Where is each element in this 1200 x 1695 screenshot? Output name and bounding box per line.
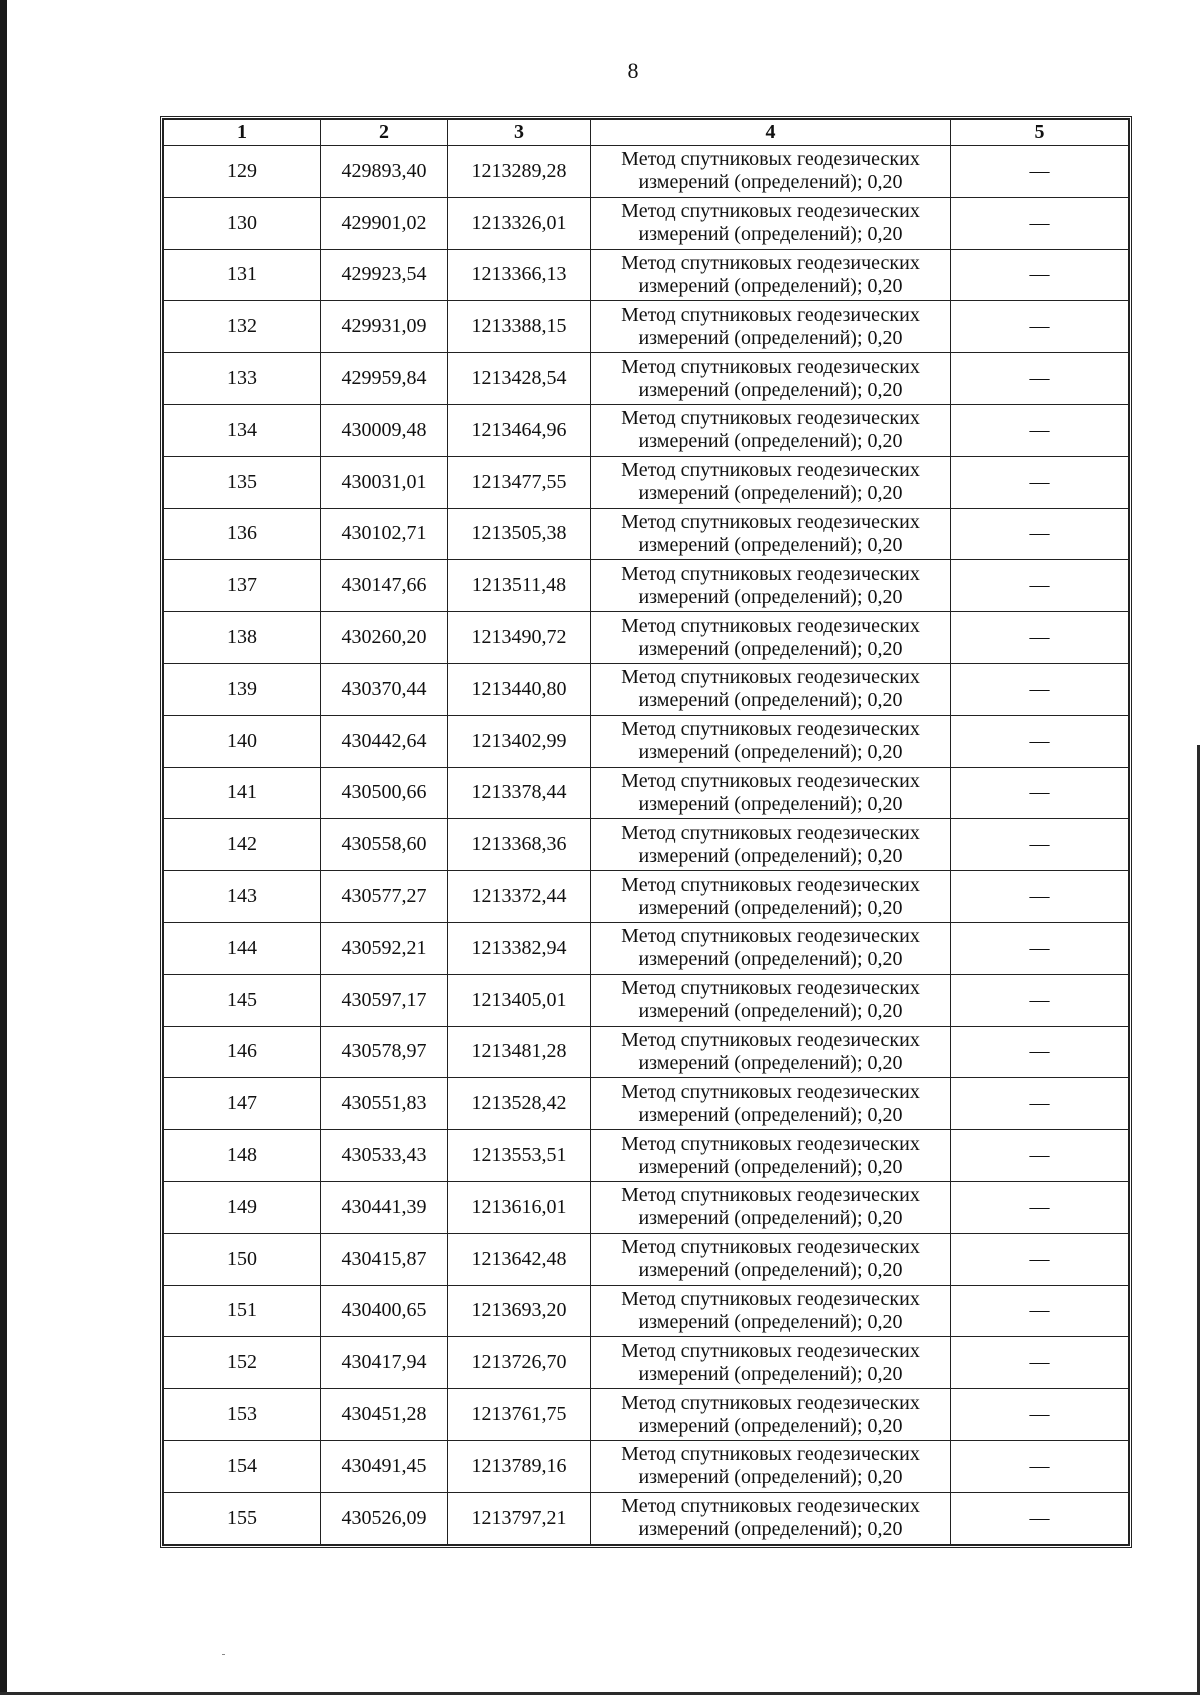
y-coordinate-cell: 1213477,55 — [448, 456, 591, 508]
method-text-line-2: измерений (определений); 0,20 — [638, 1362, 903, 1385]
point-number-cell: 149 — [164, 1181, 321, 1233]
method-text-line-1: Метод спутниковых геодезических — [621, 925, 920, 948]
column5-cell: — — [951, 197, 1129, 249]
method-text-line-1: Метод спутниковых геодезических — [621, 1391, 920, 1414]
column5-cell: — — [951, 922, 1129, 974]
method-text-line-2: измерений (определений); 0,20 — [638, 274, 903, 297]
table-row — [164, 1130, 1129, 1182]
column5-cell: — — [951, 508, 1129, 560]
x-coordinate-cell: 430526,09 — [321, 1492, 448, 1544]
x-coordinate-cell: 430370,44 — [321, 663, 448, 715]
method-cell — [591, 1233, 951, 1285]
header-col-5: 5 — [951, 120, 1129, 146]
method-text-line-2: измерений (определений); 0,20 — [638, 1518, 903, 1541]
point-number-cell: 152 — [164, 1337, 321, 1389]
x-coordinate-cell: 430500,66 — [321, 767, 448, 819]
method-cell — [591, 1285, 951, 1337]
method-text-line-1: Метод спутниковых геодезических — [621, 769, 920, 792]
column5-cell: — — [951, 1389, 1129, 1441]
y-coordinate-cell: 1213388,15 — [448, 301, 591, 353]
method-text-line-2: измерений (определений); 0,20 — [638, 533, 903, 556]
method-text-line-1: Метод спутниковых геодезических — [621, 821, 920, 844]
method-cell — [591, 819, 951, 871]
method-cell — [591, 974, 951, 1026]
method-text-line-1: Метод спутниковых геодезических — [621, 1132, 920, 1155]
column5-cell: — — [951, 560, 1129, 612]
coordinates-table — [163, 119, 1129, 1545]
point-number-cell: 140 — [164, 715, 321, 767]
column5-cell: — — [951, 353, 1129, 405]
x-coordinate-cell: 429893,40 — [321, 146, 448, 198]
y-coordinate-cell: 1213797,21 — [448, 1492, 591, 1544]
table-row — [164, 1440, 1129, 1492]
method-cell — [591, 663, 951, 715]
method-text-line-1: Метод спутниковых геодезических — [621, 562, 920, 585]
table-row — [164, 1337, 1129, 1389]
method-cell — [591, 353, 951, 405]
method-text-line-2: измерений (определений); 0,20 — [638, 1414, 903, 1437]
point-number-cell: 151 — [164, 1285, 321, 1337]
method-text-line-2: измерений (определений); 0,20 — [638, 1051, 903, 1074]
column5-cell: — — [951, 1492, 1129, 1544]
column5-cell: — — [951, 1181, 1129, 1233]
table-row — [164, 146, 1129, 198]
method-cell — [591, 1389, 951, 1441]
method-text-line-2: измерений (определений); 0,20 — [638, 741, 903, 764]
table-row — [164, 663, 1129, 715]
method-text-line-2: измерений (определений); 0,20 — [638, 792, 903, 815]
point-number-cell: 130 — [164, 197, 321, 249]
column5-cell: — — [951, 663, 1129, 715]
method-cell — [591, 249, 951, 301]
x-coordinate-cell: 430558,60 — [321, 819, 448, 871]
x-coordinate-cell: 430400,65 — [321, 1285, 448, 1337]
x-coordinate-cell: 430147,66 — [321, 560, 448, 612]
point-number-cell: 154 — [164, 1440, 321, 1492]
table-row — [164, 456, 1129, 508]
method-text-line-1: Метод спутниковых геодезических — [621, 1028, 920, 1051]
point-number-cell: 132 — [164, 301, 321, 353]
method-text-line-2: измерений (определений); 0,20 — [638, 1259, 903, 1282]
scan-speck — [222, 1654, 225, 1655]
method-cell — [591, 871, 951, 923]
column5-cell: — — [951, 301, 1129, 353]
method-text-line-1: Метод спутниковых геодезических — [621, 1495, 920, 1518]
y-coordinate-cell: 1213761,75 — [448, 1389, 591, 1441]
method-cell — [591, 715, 951, 767]
y-coordinate-cell: 1213553,51 — [448, 1130, 591, 1182]
point-number-cell: 133 — [164, 353, 321, 405]
table-row — [164, 1285, 1129, 1337]
method-cell — [591, 146, 951, 198]
method-cell — [591, 197, 951, 249]
y-coordinate-cell: 1213440,80 — [448, 663, 591, 715]
method-text-line-2: измерений (определений); 0,20 — [638, 1155, 903, 1178]
column5-cell: — — [951, 1233, 1129, 1285]
x-coordinate-cell: 430592,21 — [321, 922, 448, 974]
column5-cell: — — [951, 715, 1129, 767]
method-cell — [591, 456, 951, 508]
y-coordinate-cell: 1213366,13 — [448, 249, 591, 301]
table-row — [164, 819, 1129, 871]
table-row — [164, 301, 1129, 353]
method-text-line-2: измерений (определений); 0,20 — [638, 948, 903, 971]
x-coordinate-cell: 429931,09 — [321, 301, 448, 353]
method-text-line-2: измерений (определений); 0,20 — [638, 637, 903, 660]
table-row — [164, 404, 1129, 456]
x-coordinate-cell: 429923,54 — [321, 249, 448, 301]
method-text-line-2: измерений (определений); 0,20 — [638, 1466, 903, 1489]
table-row — [164, 1389, 1129, 1441]
table-row — [164, 197, 1129, 249]
method-text-line-2: измерений (определений); 0,20 — [638, 689, 903, 712]
y-coordinate-cell: 1213378,44 — [448, 767, 591, 819]
table-row — [164, 1233, 1129, 1285]
table-row — [164, 1026, 1129, 1078]
y-coordinate-cell: 1213528,42 — [448, 1078, 591, 1130]
method-text-line-1: Метод спутниковых геодезических — [621, 1236, 920, 1259]
method-text-line-2: измерений (определений); 0,20 — [638, 171, 903, 194]
table-row — [164, 974, 1129, 1026]
method-text-line-1: Метод спутниковых геодезических — [621, 977, 920, 1000]
point-number-cell: 150 — [164, 1233, 321, 1285]
column5-cell: — — [951, 404, 1129, 456]
y-coordinate-cell: 1213405,01 — [448, 974, 591, 1026]
method-text-line-1: Метод спутниковых геодезических — [621, 873, 920, 896]
header-col-2: 2 — [321, 120, 448, 146]
method-cell — [591, 1440, 951, 1492]
method-text-line-2: измерений (определений); 0,20 — [638, 844, 903, 867]
method-cell — [591, 1337, 951, 1389]
method-cell — [591, 404, 951, 456]
header-col-4: 4 — [591, 120, 951, 146]
y-coordinate-cell: 1213693,20 — [448, 1285, 591, 1337]
point-number-cell: 137 — [164, 560, 321, 612]
method-text-line-1: Метод спутниковых геодезических — [621, 510, 920, 533]
y-coordinate-cell: 1213402,99 — [448, 715, 591, 767]
table-row — [164, 767, 1129, 819]
x-coordinate-cell: 430102,71 — [321, 508, 448, 560]
y-coordinate-cell: 1213490,72 — [448, 612, 591, 664]
y-coordinate-cell: 1213726,70 — [448, 1337, 591, 1389]
method-text-line-2: измерений (определений); 0,20 — [638, 1103, 903, 1126]
method-cell — [591, 1181, 951, 1233]
point-number-cell: 138 — [164, 612, 321, 664]
column5-cell: — — [951, 974, 1129, 1026]
method-cell — [591, 767, 951, 819]
method-text-line-1: Метод спутниковых геодезических — [621, 614, 920, 637]
method-text-line-2: измерений (определений); 0,20 — [638, 482, 903, 505]
column5-cell: — — [951, 456, 1129, 508]
point-number-cell: 142 — [164, 819, 321, 871]
point-number-cell: 148 — [164, 1130, 321, 1182]
method-text-line-2: измерений (определений); 0,20 — [638, 326, 903, 349]
method-text-line-2: измерений (определений); 0,20 — [638, 585, 903, 608]
method-text-line-1: Метод спутниковых геодезических — [621, 1287, 920, 1310]
point-number-cell: 143 — [164, 871, 321, 923]
table-row — [164, 715, 1129, 767]
y-coordinate-cell: 1213481,28 — [448, 1026, 591, 1078]
method-text-line-1: Метод спутниковых геодезических — [621, 1080, 920, 1103]
page-number: 8 — [627, 58, 639, 83]
y-coordinate-cell: 1213326,01 — [448, 197, 591, 249]
point-number-cell: 136 — [164, 508, 321, 560]
column5-cell: — — [951, 871, 1129, 923]
method-text-line-1: Метод спутниковых геодезических — [621, 148, 920, 171]
y-coordinate-cell: 1213289,28 — [448, 146, 591, 198]
method-text-line-1: Метод спутниковых геодезических — [621, 459, 920, 482]
point-number-cell: 155 — [164, 1492, 321, 1544]
scan-edge-left — [0, 0, 7, 1695]
x-coordinate-cell: 430442,64 — [321, 715, 448, 767]
method-text-line-1: Метод спутниковых геодезических — [621, 200, 920, 223]
column5-cell: — — [951, 1026, 1129, 1078]
coordinates-table-frame — [160, 116, 1132, 1548]
column5-cell: — — [951, 767, 1129, 819]
column5-cell: — — [951, 1440, 1129, 1492]
x-coordinate-cell: 430417,94 — [321, 1337, 448, 1389]
method-cell — [591, 1078, 951, 1130]
column5-cell: — — [951, 1130, 1129, 1182]
method-cell — [591, 1130, 951, 1182]
x-coordinate-cell: 430597,17 — [321, 974, 448, 1026]
method-text-line-2: измерений (определений); 0,20 — [638, 430, 903, 453]
method-cell — [591, 560, 951, 612]
y-coordinate-cell: 1213464,96 — [448, 404, 591, 456]
table-row — [164, 353, 1129, 405]
x-coordinate-cell: 429901,02 — [321, 197, 448, 249]
point-number-cell: 141 — [164, 767, 321, 819]
y-coordinate-cell: 1213616,01 — [448, 1181, 591, 1233]
point-number-cell: 135 — [164, 456, 321, 508]
method-text-line-1: Метод спутниковых геодезических — [621, 1184, 920, 1207]
point-number-cell: 144 — [164, 922, 321, 974]
table-row — [164, 508, 1129, 560]
x-coordinate-cell: 430491,45 — [321, 1440, 448, 1492]
column5-cell: — — [951, 146, 1129, 198]
method-cell — [591, 1492, 951, 1544]
method-text-line-2: измерений (определений); 0,20 — [638, 223, 903, 246]
method-text-line-2: измерений (определений); 0,20 — [638, 1207, 903, 1230]
table-row — [164, 871, 1129, 923]
y-coordinate-cell: 1213642,48 — [448, 1233, 591, 1285]
method-cell — [591, 301, 951, 353]
table-row — [164, 249, 1129, 301]
table-body — [164, 146, 1129, 1545]
table-header-row — [164, 120, 1129, 146]
y-coordinate-cell: 1213368,36 — [448, 819, 591, 871]
table-row — [164, 612, 1129, 664]
method-text-line-2: измерений (определений); 0,20 — [638, 1000, 903, 1023]
header-col-3: 3 — [448, 120, 591, 146]
column5-cell: — — [951, 612, 1129, 664]
method-text-line-1: Метод спутниковых геодезических — [621, 303, 920, 326]
column5-cell: — — [951, 1078, 1129, 1130]
point-number-cell: 147 — [164, 1078, 321, 1130]
x-coordinate-cell: 430533,43 — [321, 1130, 448, 1182]
method-text-line-1: Метод спутниковых геодезических — [621, 1339, 920, 1362]
point-number-cell: 131 — [164, 249, 321, 301]
y-coordinate-cell: 1213789,16 — [448, 1440, 591, 1492]
x-coordinate-cell: 429959,84 — [321, 353, 448, 405]
method-text-line-2: измерений (определений); 0,20 — [638, 378, 903, 401]
x-coordinate-cell: 430578,97 — [321, 1026, 448, 1078]
header-col-1: 1 — [164, 120, 321, 146]
y-coordinate-cell: 1213428,54 — [448, 353, 591, 405]
point-number-cell: 134 — [164, 404, 321, 456]
x-coordinate-cell: 430415,87 — [321, 1233, 448, 1285]
method-cell — [591, 922, 951, 974]
table-row — [164, 1181, 1129, 1233]
method-cell — [591, 508, 951, 560]
x-coordinate-cell: 430451,28 — [321, 1389, 448, 1441]
method-text-line-1: Метод спутниковых геодезических — [621, 666, 920, 689]
table-row — [164, 1078, 1129, 1130]
column5-cell: — — [951, 1285, 1129, 1337]
point-number-cell: 139 — [164, 663, 321, 715]
method-text-line-1: Метод спутниковых геодезических — [621, 1443, 920, 1466]
column5-cell: — — [951, 1337, 1129, 1389]
x-coordinate-cell: 430441,39 — [321, 1181, 448, 1233]
y-coordinate-cell: 1213382,94 — [448, 922, 591, 974]
y-coordinate-cell: 1213372,44 — [448, 871, 591, 923]
column5-cell: — — [951, 249, 1129, 301]
point-number-cell: 153 — [164, 1389, 321, 1441]
x-coordinate-cell: 430260,20 — [321, 612, 448, 664]
column5-cell: — — [951, 819, 1129, 871]
point-number-cell: 145 — [164, 974, 321, 1026]
point-number-cell: 129 — [164, 146, 321, 198]
method-text-line-1: Метод спутниковых геодезических — [621, 251, 920, 274]
point-number-cell: 146 — [164, 1026, 321, 1078]
x-coordinate-cell: 430009,48 — [321, 404, 448, 456]
method-text-line-1: Метод спутниковых геодезических — [621, 718, 920, 741]
table-row — [164, 922, 1129, 974]
y-coordinate-cell: 1213511,48 — [448, 560, 591, 612]
method-text-line-2: измерений (определений); 0,20 — [638, 896, 903, 919]
table-row — [164, 1492, 1129, 1544]
x-coordinate-cell: 430551,83 — [321, 1078, 448, 1130]
y-coordinate-cell: 1213505,38 — [448, 508, 591, 560]
method-text-line-1: Метод спутниковых геодезических — [621, 407, 920, 430]
method-cell — [591, 612, 951, 664]
method-text-line-2: измерений (определений); 0,20 — [638, 1310, 903, 1333]
method-cell — [591, 1026, 951, 1078]
table-row — [164, 560, 1129, 612]
method-text-line-1: Метод спутниковых геодезических — [621, 355, 920, 378]
x-coordinate-cell: 430031,01 — [321, 456, 448, 508]
x-coordinate-cell: 430577,27 — [321, 871, 448, 923]
